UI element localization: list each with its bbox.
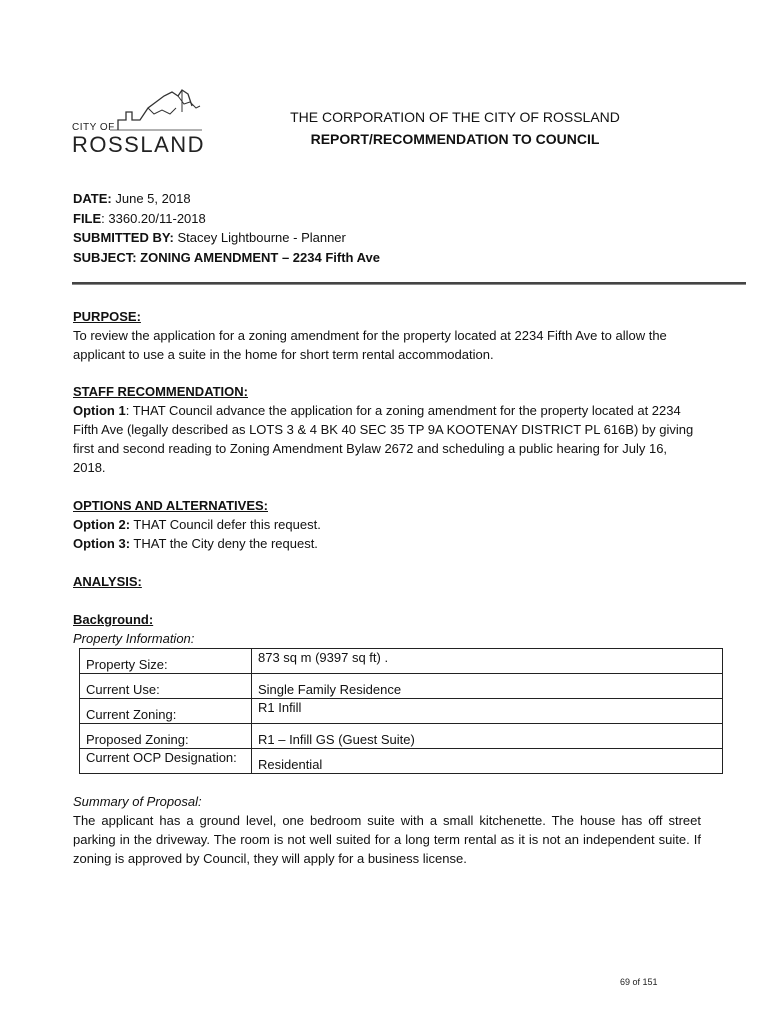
property-info-table — [79, 648, 723, 774]
option-3-text: THAT the City deny the request. — [130, 536, 318, 551]
file-line — [73, 209, 380, 229]
option-1-text: : THAT Council advance the application for a zoning amendment for the property located at 2234 Fifth Ave (legally described as LOTS 3 & 4 BK 40 SEC 35 TP 9A KOOTENAY DISTRICT PL 616B) by giving first and second reading to Zoning Amendment Bylaw 2672 and scheduling a public hearing for July 16, 2018. — [73, 403, 694, 475]
submitted-line — [73, 228, 380, 248]
table-row — [80, 749, 723, 774]
background-section — [73, 610, 701, 648]
options-section — [73, 496, 701, 553]
option-3-line — [73, 534, 701, 553]
analysis-section — [73, 572, 701, 591]
analysis-heading: ANALYSIS: — [73, 574, 142, 589]
background-heading: Background: — [73, 612, 154, 627]
date-value: June 5, 2018 — [111, 191, 191, 206]
table-row — [80, 699, 723, 724]
summary-text: The applicant has a ground level, one bedroom suite with a small kitchenette. The house has off street parking in the driveway. The room is not well suited for a long term rental as it is not an independent suite. If zoning is approved by Council, they will apply for a business license. — [73, 813, 701, 866]
city-logo — [70, 86, 210, 158]
purpose-text: To review the application for a zoning amendment for the property located at 2234 Fifth Ave to allow the applicant to use a suite in the home for short term rental accommodation. — [73, 328, 667, 362]
summary-section — [73, 792, 701, 868]
table-cell-value: Single Family Residence — [252, 674, 723, 699]
report-meta — [73, 189, 380, 267]
date-label: DATE: — [73, 191, 112, 206]
staff-recommendation-heading: STAFF RECOMMENDATION: — [73, 384, 248, 399]
subject-line — [73, 248, 380, 268]
options-heading: OPTIONS AND ALTERNATIVES: — [73, 498, 268, 513]
purpose-section — [73, 307, 701, 364]
table-cell-label: Current OCP Designation: — [80, 749, 252, 774]
table-row — [80, 649, 723, 674]
document-title: THE CORPORATION OF THE CITY OF ROSSLAND — [290, 109, 620, 125]
table-cell-value: R1 Infill — [252, 699, 723, 724]
table-cell-value: Residential — [252, 749, 723, 774]
property-info-subheading: Property Information: — [73, 631, 195, 646]
table-cell-value: 873 sq m (9397 sq ft) . — [252, 649, 723, 674]
page-number: 69 of 151 — [620, 977, 658, 987]
subject-text: SUBJECT: ZONING AMENDMENT – 2234 Fifth Ave — [73, 249, 380, 265]
table-cell-label: Property Size: — [80, 649, 252, 674]
table-cell-label: Current Zoning: — [80, 699, 252, 724]
table-cell-label: Current Use: — [80, 674, 252, 699]
header-divider — [72, 282, 746, 285]
staff-recommendation-text — [73, 401, 701, 477]
option-3-label: Option 3: — [73, 536, 131, 551]
purpose-heading: PURPOSE: — [73, 309, 141, 324]
document-subtitle: REPORT/RECOMMENDATION TO COUNCIL — [310, 131, 600, 147]
summary-heading: Summary of Proposal: — [73, 794, 202, 809]
table-row — [80, 724, 723, 749]
table-cell-label: Proposed Zoning: — [80, 724, 252, 749]
file-value: : 3360.20/11-2018 — [101, 210, 206, 226]
option-1-label: Option 1 — [73, 403, 126, 418]
logo-line-2: ROSSLAND — [72, 132, 206, 157]
submitted-value: Stacey Lightbourne - Planner — [173, 230, 346, 245]
option-2-label: Option 2: — [73, 517, 131, 532]
date-line — [73, 189, 380, 209]
logo-line-1: CITY OF — [72, 122, 115, 133]
submitted-label: SUBMITTED BY: — [73, 230, 174, 245]
option-2-text: THAT Council defer this request. — [130, 517, 321, 532]
table-row — [80, 674, 723, 699]
file-label: FILE — [73, 210, 102, 226]
table-cell-value: R1 – Infill GS (Guest Suite) — [252, 724, 723, 749]
option-2-line — [73, 515, 701, 534]
staff-recommendation-section — [73, 382, 701, 477]
